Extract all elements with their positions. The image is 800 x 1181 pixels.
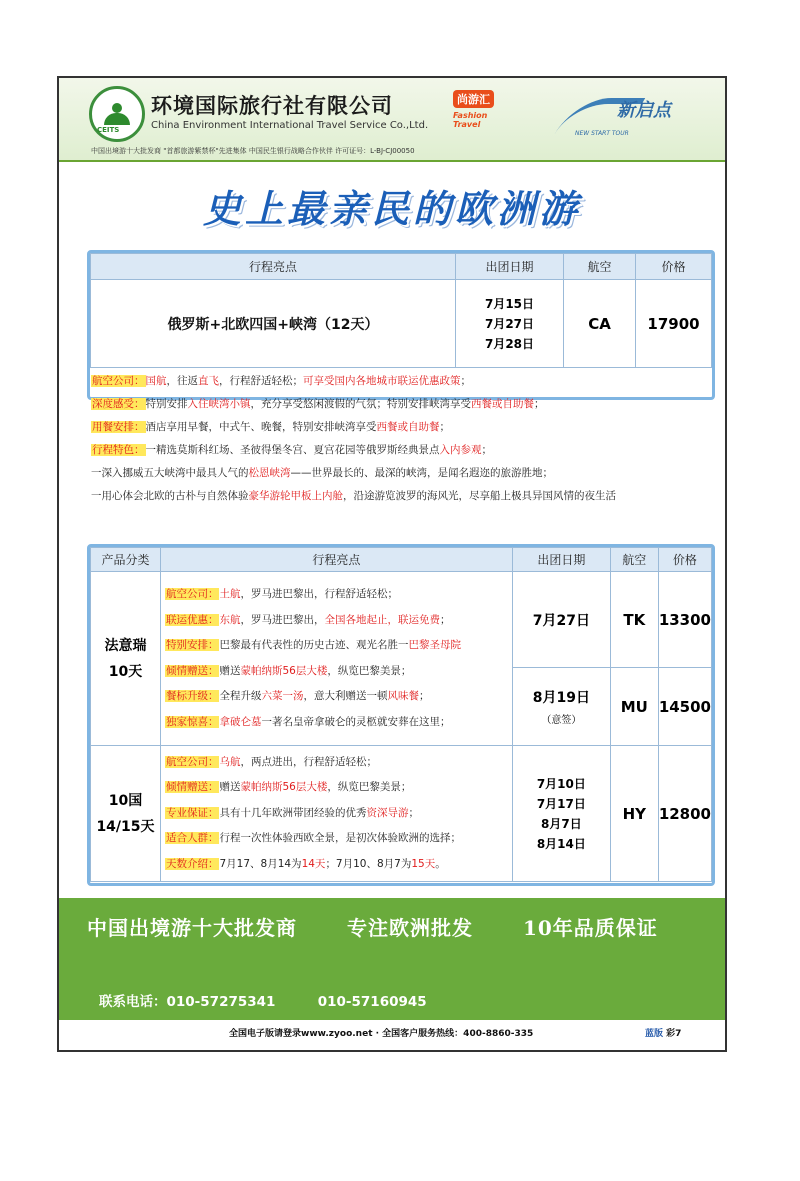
- highlight-text: 巴黎最有代表性的历史古迹、观光名胜一: [219, 639, 409, 651]
- price: 13300: [658, 572, 711, 668]
- highlight-text: ，充分享受悠闲渡假的气氛；特别安排峡湾享受: [250, 398, 471, 410]
- tour-box-europe: [87, 544, 715, 886]
- logo-caption: CEITS: [97, 126, 120, 134]
- departure-date: 7月17日: [536, 796, 586, 811]
- highlight-emphasis: 西餐或自助餐: [376, 421, 440, 433]
- product-category: [91, 572, 161, 746]
- airline-code: TK: [610, 572, 658, 668]
- visa-note: （意签）: [541, 715, 582, 726]
- departure-date: 8月14日: [536, 836, 586, 851]
- highlight-emphasis: 蒙帕纳斯56层大楼: [240, 781, 328, 794]
- highlight-tag: 天数介绍：: [165, 857, 219, 870]
- category-days: 10天: [108, 663, 143, 680]
- airline-code: MU: [610, 668, 658, 746]
- price: 12800: [658, 746, 711, 882]
- highlight-tag: 航空公司：: [165, 588, 219, 600]
- highlight-text: ——世界最长的、最深的峡湾，是闻名遐迩的旅游胜地；: [290, 467, 553, 479]
- highlight-text: 。: [435, 857, 446, 870]
- highlight-text: 特别安排: [145, 398, 188, 410]
- highlight-text: ；: [534, 398, 545, 410]
- highlight-text: 酒店享用早餐，中式午、晚餐，特别安排峡湾享受: [145, 421, 377, 433]
- company-name-en: China Environment International Travel Service Co.,Ltd.: [151, 120, 429, 131]
- company-name-cn: 环境国际旅行社有限公司: [151, 94, 393, 118]
- highlight-emphasis: 14天: [301, 857, 326, 870]
- highlight-text: ，沿途游览波罗的海风光，尽享船上极具异国风情的夜生活: [343, 490, 616, 502]
- col-header-airline: 航空: [610, 548, 658, 572]
- col-header-category: 产品分类: [91, 548, 161, 572]
- departure-dates: [512, 746, 610, 882]
- highlight-emphasis: 东航: [219, 613, 241, 626]
- fashion-travel-cn: 尚游汇: [453, 90, 494, 108]
- highlight-line: [165, 775, 512, 801]
- contact-line: 联系电话：010-57275341 010-57160945: [99, 994, 427, 1010]
- highlight-tag: 深度感受：: [92, 398, 145, 410]
- highlight-emphasis: 豪华游轮甲板上内舱: [248, 490, 343, 502]
- highlight-text: ，两点进出，行程舒适轻松；: [240, 755, 377, 768]
- highlight-tag: 倾情赠送：: [165, 664, 219, 677]
- highlight-text: 全程升级: [219, 690, 262, 702]
- highlight-text: 赠送: [219, 781, 241, 794]
- highlight-emphasis: 六菜一汤: [261, 690, 304, 702]
- header-tagline: 中国出境游十大批发商 "首都旅游紫禁杯"先进集体 中国民生银行战略合作伙伴 许可证号：L-BJ-CJ00050: [91, 147, 415, 155]
- highlight-emphasis: 土航: [219, 588, 241, 600]
- highlight-text: ，纵览巴黎美景；: [327, 664, 412, 677]
- highlight-text: ，纵览巴黎美景；: [327, 781, 412, 794]
- departure-dates: [456, 280, 564, 368]
- highlight-line: [165, 710, 512, 736]
- nordic-details: [91, 370, 715, 508]
- highlight-text: ；: [439, 613, 451, 626]
- website-hotline: 全国电子版请登录www.zyoo.net · 全国客户服务热线：400-8860-335: [229, 1029, 534, 1039]
- highlight-line: [91, 393, 715, 416]
- highlight-emphasis: 拿破仑墓: [219, 715, 262, 728]
- edition: 蓝版: [645, 1029, 664, 1039]
- product-highlights: [160, 572, 512, 746]
- col-header-airline: 航空: [564, 254, 636, 280]
- highlight-line: [165, 801, 512, 827]
- highlight-text: 具有十几年欧洲带团经验的优秀: [219, 806, 367, 819]
- highlight-text: ，意大利赠送一顿: [303, 690, 388, 702]
- departure-date: 7月27日: [484, 316, 535, 331]
- product-highlights: [160, 746, 512, 882]
- col-header-dates: 出团日期: [512, 548, 610, 572]
- fashion-travel-logo: [453, 88, 509, 136]
- header: [59, 78, 725, 162]
- headline: 史上最亲民的欧洲游: [202, 187, 581, 231]
- highlight-emphasis: 巴黎圣母院: [408, 639, 461, 651]
- highlight-emphasis: 可享受国内各地城市联运优惠政策: [303, 375, 461, 387]
- product-category: [91, 746, 161, 882]
- highlight-text: ；: [408, 806, 419, 819]
- new-start-en: NEW START TOUR: [575, 130, 629, 137]
- highlight-line: [165, 852, 512, 878]
- edition-page: [645, 1026, 681, 1039]
- highlight-tag: 航空公司：: [92, 375, 145, 387]
- highlight-text: ，罗马进巴黎出，: [240, 613, 325, 626]
- highlight-text: ；: [439, 421, 450, 433]
- highlight-emphasis: 入住峡湾小镇: [187, 398, 251, 410]
- departure-date: [512, 572, 610, 668]
- col-header-price: 价格: [658, 548, 711, 572]
- highlight-line: [165, 684, 512, 710]
- departure-date: [512, 668, 610, 746]
- highlight-emphasis: 直飞: [198, 375, 219, 387]
- highlight-tag: 餐标升级：: [165, 690, 219, 702]
- departure-date: 7月15日: [484, 296, 535, 311]
- highlight-text: ；: [481, 444, 492, 456]
- highlight-line: [165, 582, 512, 608]
- highlight-line: [165, 826, 512, 852]
- highlight-tag: 独家惊喜：: [165, 715, 219, 728]
- highlight-text: ，罗马进巴黎出，行程舒适轻松；: [240, 588, 398, 600]
- contact-line: 内蒙销售负责人：李晓青 手机：15810719460 QQ: 2862310540: [99, 1120, 542, 1136]
- highlight-tag: 特别安排：: [165, 639, 219, 651]
- category-days: 14/15天: [96, 818, 155, 835]
- route-name: 俄罗斯+北欧四国+峡湾（12天）: [91, 280, 456, 368]
- tour-table-nordic: [90, 253, 712, 368]
- highlight-emphasis: 入内参观: [439, 444, 482, 456]
- highlight-emphasis: 乌航: [219, 755, 241, 768]
- airline-code: HY: [610, 746, 658, 882]
- highlight-line: [91, 439, 715, 462]
- airline-code: CA: [564, 280, 636, 368]
- highlight-text: ；7月10、8月7为: [325, 857, 412, 870]
- category-name: 法意瑞: [104, 637, 147, 654]
- footer-slogans: [87, 912, 700, 941]
- slogan: 10年品质保证: [522, 916, 658, 940]
- highlight-emphasis: 西餐或自助餐: [471, 398, 534, 410]
- highlight-emphasis: 松恩峡湾: [248, 467, 291, 479]
- highlight-text: 一用心体会北欧的古朴与自然体验: [91, 490, 249, 502]
- col-header-highlights: 行程亮点: [91, 254, 456, 280]
- highlight-emphasis: 国航: [145, 375, 167, 387]
- highlight-line: [91, 370, 715, 393]
- highlight-tag: 用餐安排：: [92, 421, 145, 433]
- category-name: 10国: [108, 792, 143, 809]
- highlight-emphasis: 蒙帕纳斯56层大楼: [240, 664, 328, 677]
- highlight-emphasis: 15天: [411, 857, 436, 870]
- flyer-page: [57, 76, 727, 1136]
- highlight-text: 一深入挪威五大峡湾中最具人气的: [91, 467, 249, 479]
- highlight-line: [165, 659, 512, 685]
- highlight-line: [91, 462, 715, 485]
- highlight-line: [165, 633, 512, 659]
- departure-date: 8月7日: [541, 816, 582, 831]
- col-header-highlights: 行程亮点: [160, 548, 512, 572]
- highlight-tag: 行程特色：: [92, 444, 145, 456]
- highlight-line: [165, 750, 512, 776]
- col-header-price: 价格: [636, 254, 712, 280]
- highlight-tag: 倾情赠送：: [165, 781, 219, 794]
- new-start-logo: [565, 94, 705, 140]
- page-number: 彩7: [666, 1029, 682, 1039]
- price: 17900: [636, 280, 712, 368]
- contact-info: [99, 950, 542, 1181]
- departure-date: 7月10日: [536, 776, 586, 791]
- date-value: 8月19日: [532, 690, 590, 706]
- highlight-emphasis: 全国各地起止，联运免费: [324, 613, 440, 626]
- slogan: 专注欧洲批发: [346, 916, 473, 940]
- highlight-tag: 专业保证：: [165, 806, 219, 819]
- highlight-text: 一精选莫斯科红场、圣彼得堡冬宫、夏宫花园等俄罗斯经典景点: [145, 444, 440, 456]
- highlight-text: ，往返: [166, 375, 198, 387]
- highlight-text: ，行程舒适轻松；: [219, 375, 303, 387]
- tour-table-europe: [90, 547, 712, 882]
- slogan: 中国出境游十大批发商: [87, 916, 297, 940]
- highlight-emphasis: 风味餐: [387, 690, 419, 702]
- date-value: 7月27日: [532, 612, 590, 629]
- highlight-text: 一著名皇帝拿破仑的灵柩就安葬在这里；: [261, 715, 451, 728]
- highlight-text: 行程一次性体验西欧全景，是初次体验欧洲的选择；: [219, 832, 461, 845]
- contact-line: 销售部经理： 王 鹏 手机：13691125092 QQ:1007533381: [99, 1057, 530, 1073]
- highlight-line: [165, 608, 512, 634]
- price: 14500: [658, 668, 711, 746]
- highlight-text: ；: [418, 690, 430, 702]
- highlight-tag: 适合人群：: [165, 832, 219, 845]
- highlight-text: 7月17、8月14为: [219, 857, 302, 870]
- highlight-tag: 联运优惠：: [165, 613, 219, 626]
- highlight-line: [91, 416, 715, 439]
- highlight-tag: 航空公司：: [165, 755, 219, 768]
- highlight-line: [91, 485, 715, 508]
- fashion-travel-en: Fashion Travel: [453, 111, 488, 129]
- departure-date: 7月28日: [484, 336, 535, 351]
- highlight-text: 赠送: [219, 664, 241, 677]
- highlight-emphasis: 资深导游: [366, 806, 409, 819]
- new-start-cn: 新启点: [617, 100, 671, 121]
- highlight-text: ；: [460, 375, 471, 387]
- col-header-dates: 出团日期: [456, 254, 564, 280]
